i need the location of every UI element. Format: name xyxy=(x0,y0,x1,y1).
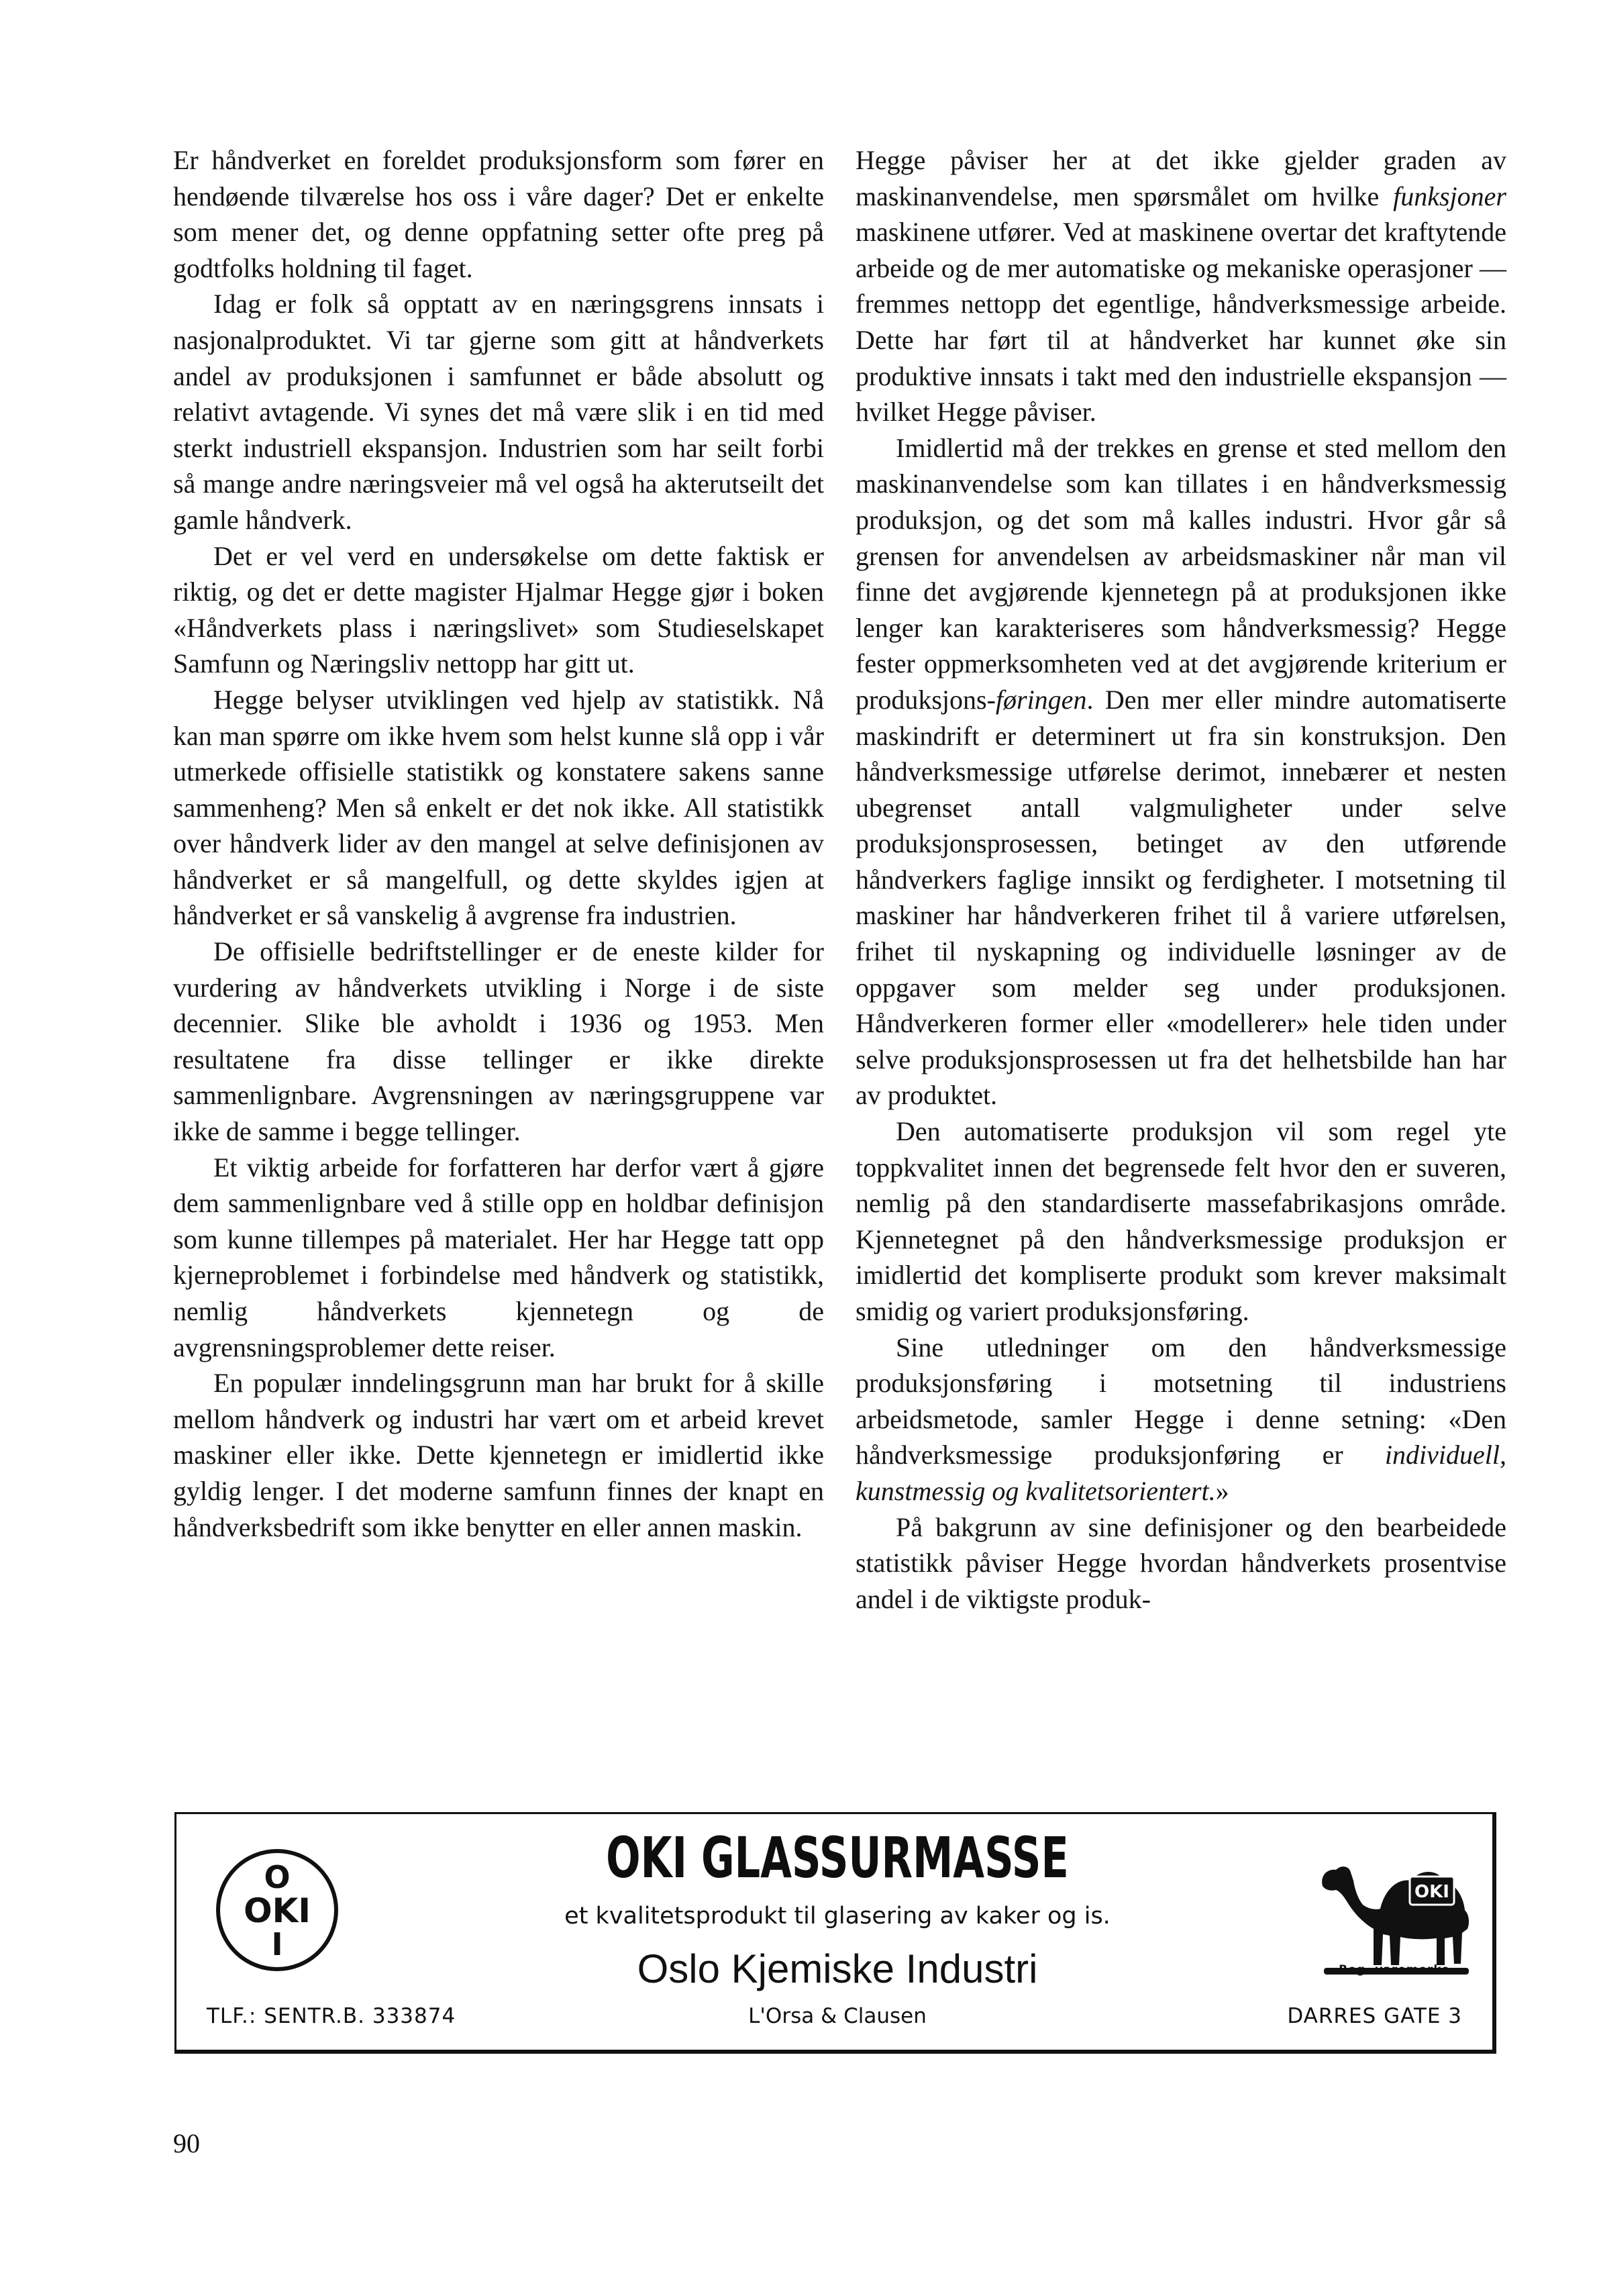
paragraph-statistics: Hegge belyser utviklingen ved hjelp av statistikk. Nå kan man spørre om ikke hvem som helst kunne slå opp i vår utmerkede offisielle statistikk og konstatere sakens sanne sammenheng? Men så enkelt er det nok ikke. All statistikk over håndverk lider av den mangel at selve definisjonen av håndverket er så mangelfull, og dette skyldes igjen at håndverket er så vanskelig å avgrense fra industrien. xyxy=(173,684,824,931)
text-run: . Den mer eller mindre automatiserte maskindrift er determinert ut fra sin konstruksjon. Den håndverksmessige utførelse derimot, innebærer et nesten ubegrenset antall valgmuligheter under selve produksjonsprosessen, betinget av den utførende håndverkers faglige innsikt og ferdigheter. I motsetning til maskiner har håndverkeren frihet til å variere utførelsen, frihet til nyskapning og individuelle løsninger av de oppgaver som melder seg under produksjonen. Håndverkeren former eller «modellerer» hele tiden under selve produksjonsprosessen ut fra det helhetsbilde han har av produktet. xyxy=(856,684,1506,1111)
paragraph-comparability: Et viktig arbeide for forfatteren har derfor vært å gjøre dem sammenlignbare ved å stille opp en holdbar definisjon som kunne tillempes på materialet. Her har Hegge tatt opp kjerneproblemet i forbindelse med håndverk og statistikk, nemlig håndverkets kjennetegn og de avgrensningsproblemer dette reiser. xyxy=(173,1152,824,1362)
paragraph-boundary xyxy=(856,430,1506,1113)
text-run: maskinene utfører. Ved at maskinene overtar det kraftytende arbeide og de mer automatiske og mekaniske operasjoner — fremmes nettopp det egentlige, håndverksmessige arbeide. Dette har ført til at håndverket har kunnet øke sin produktive innsats i takt med den industrielle ekspansjon — hvilket Hegge påviser. xyxy=(856,217,1506,428)
advertisement-box xyxy=(174,1812,1496,2054)
page-number: 90 xyxy=(173,2128,200,2158)
ad-product-title: OKI GLASSURMASSE xyxy=(606,1825,1069,1891)
ad-company-name: Oslo Kjemiske Industri xyxy=(637,1946,1038,1991)
logo-letters-middle: OKI xyxy=(244,1891,311,1930)
paragraph-national-product: Idag er folk så opptatt av en næringsgrens innsats i nasjonalproduktet. Vi tar gjerne som gitt at håndverkets andel av produksjonen i samfunnet er både absolutt og relativt avtagende. Vi synes det må være slik i en tid med sterkt industriell ekspansjon. Industrien som har seilt forbi så mange andre næringsveier må vel også ha akterutseilt det gamle håndverk. xyxy=(173,289,824,535)
italic-emphasis: funksjoner xyxy=(1393,181,1506,211)
article-left-column xyxy=(173,142,824,1545)
paragraph-hegge-book: Det er vel verd en undersøkelse om dette faktisk er riktig, og det er dette magister Hjalmar Hegge gjør i boken «Håndverkets plass i næringslivet» som Studieselskapet Samfunn og Næringsliv nettopp har gitt ut. xyxy=(173,540,824,679)
text-run: Imidlertid må der trekkes en grense et sted mellom den maskinanvendelse som kan tillates i en håndverksmessig produksjon, og det som må kalles industri. Hvor går så grensen for anvendelsen av arbeidsmaskiner når man vil finne det avgjørende kjennetegn på at produksjonen ikke lenger kan karakteriseres som håndverksmessig? Hegge fester oppmerksomheten ved at det avgjørende kriterium er produksjons- xyxy=(856,432,1506,715)
logo-letter-bottom: I xyxy=(271,1926,283,1962)
text-run: Hegge påviser her at det ikke gjelder graden av maskinanvendelse, men spørsmålet om hvilke xyxy=(856,145,1506,211)
article-right-column xyxy=(856,142,1506,1617)
ad-owner: L'Orsa & Clausen xyxy=(748,2004,927,2028)
paragraph-conclusion: På bakgrunn av sine definisjoner og den bearbeidede statistikk påviser Hegge hvordan håndverkets prosentvise andel i de viktigste produk- xyxy=(856,1511,1506,1614)
text-run: Sine utledninger om den håndverksmessige produksjonsføring i motsetning til industriens arbeidsmetode, samler Hegge i denne setning: «Den håndverksmessige produksjonføring er xyxy=(856,1332,1506,1470)
ad-address: DARRES GATE 3 xyxy=(1287,2004,1462,2028)
paragraph-automated-production: Den automatiserte produksjon vil som regel yte toppkvalitet innen det begrensede felt hvor den er suveren, nemlig på den standardiserte massefabrikasjons område. Kjennetegnet på den håndverksmessige produksjon er imidlertid det kompliserte produkt som krever maksimalt smidig og variert produksjonsføring. xyxy=(856,1116,1506,1326)
logo-letter-top: O xyxy=(264,1859,291,1895)
paragraph-definition-quote xyxy=(856,1330,1506,1509)
oki-logo-icon xyxy=(213,1846,341,1974)
italic-emphasis: individuell, kunstmessig og kvalitetsorientert. xyxy=(856,1440,1506,1506)
italic-emphasis: føringen xyxy=(995,684,1087,715)
ad-phone: TLF.: SENTR.B. 333874 xyxy=(207,2004,456,2028)
camel-blanket-label: OKI xyxy=(1414,1882,1449,1902)
text-run: » xyxy=(1215,1475,1229,1506)
paragraph-intro: Er håndverket en foreldet produksjonsform som fører en hendøende tilværelse hos oss i våre dager? Det er enkelte som mener det, og denne oppfatning setter ofte preg på godtfolks holdning til faget. xyxy=(173,145,824,283)
paragraph-official-counts: De offisielle bedriftstellinger er de eneste kilder for vurdering av håndverkets utvikling i Norge i de siste decennier. Slike ble avholdt i 1936 og 1953. Men resultatene fra disse tellinger er ikke direkte sammenlignbare. Avgrensningen av næringsgruppene var ikke de samme i begge tellinger. xyxy=(173,936,824,1147)
ad-tagline: et kvalitetsprodukt til glasering av kaker og is. xyxy=(564,1903,1111,1930)
paragraph-machines: En populær inndelingsgrunn man har brukt for å skille mellom håndverk og industri har vært om et arbeid krevet maskiner eller ikke. Dette kjennetegn er imidlertid ikke gyldig lenger. I det moderne samfunn finnes der knapt en håndverksbedrift som ikke benytter en eller annen maskin. xyxy=(173,1368,824,1542)
paragraph-functions xyxy=(856,142,1506,430)
trademark-label: Reg. varemerke xyxy=(1339,1963,1450,1977)
